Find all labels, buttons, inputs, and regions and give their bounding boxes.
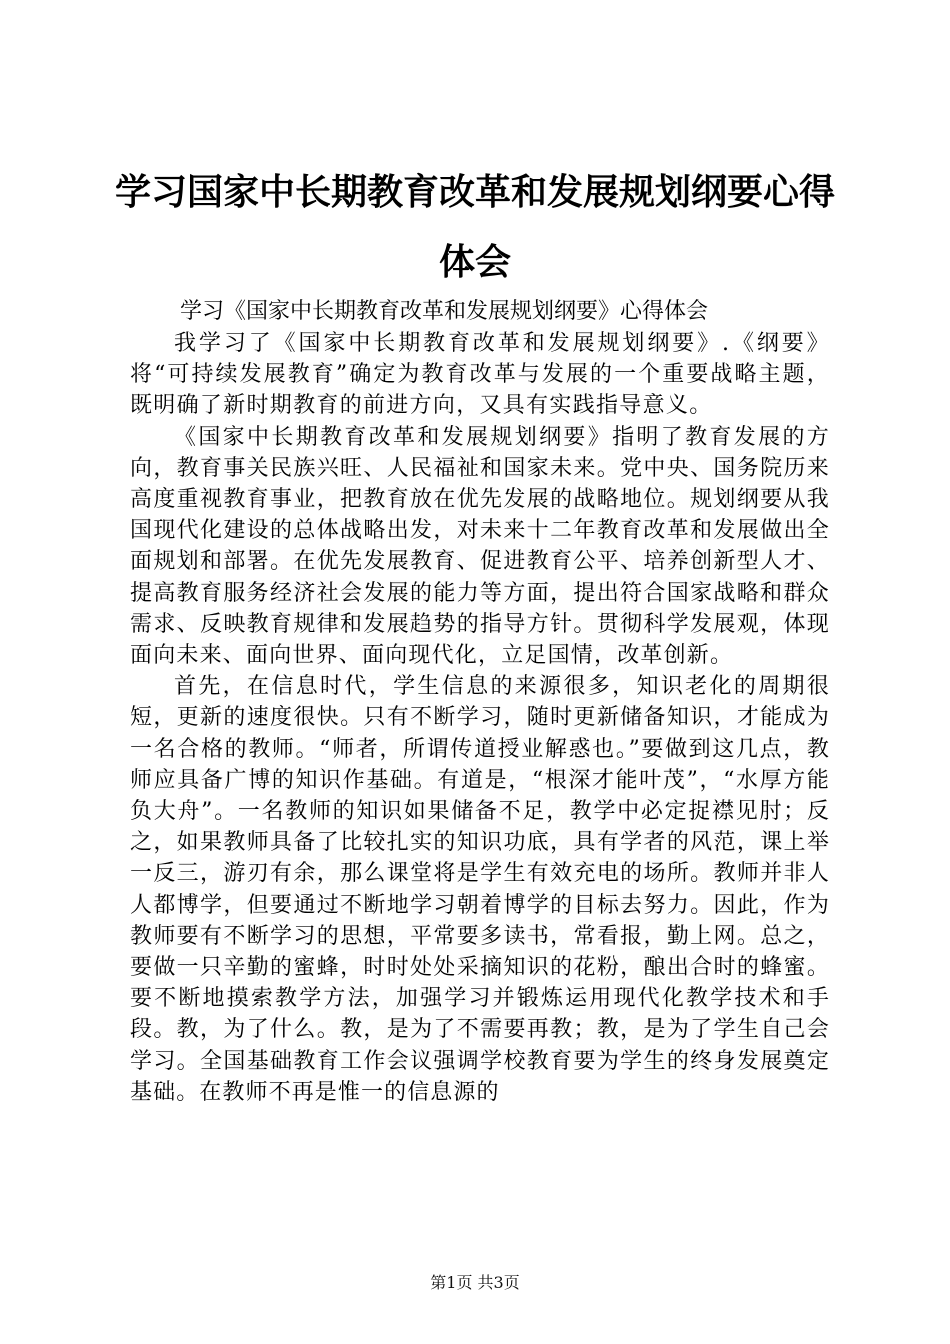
body-paragraph: 我学习了《国家中长期教育改革和发展规划纲要》.《纲要》将“可持续发展教育”确定为教育改革与发展的一个重要战略主题，既明确了新时期教育的前进方向，又具有实践指导意义。 [130,331,830,419]
page-footer: 第1页 共3页 [430,1273,520,1292]
body-paragraph: 首先，在信息时代，学生信息的来源很多，知识老化的周期很短，更新的速度很快。只有不断学习，随时更新储备知识，才能成为一名合格的教师。“师者，所谓传道授业解惑也。”要做到这几点，教师应具备广博的知识作基础。有道是，“根深才能叶茂”，“水厚方能负大舟”。一名教师的知识如果储备不足，教学中必定捉襟见肘；反之，如果教师具备了比较扎实的知识功底，具有学者的风范，课上举一反三，游刃有余，那么课堂将是学生有效充电的场所。教师并非人人都博学，但要通过不断地学习朝着博学的目标去努力。因此，作为教师要有不断学习的思想，平常要多读书，常看报，勤上网。总之，要做一只辛勤的蜜蜂，时时处处采摘知识的花粉，酿出合时的蜂蜜。要不断地摸索教学方法，加强学习并锻炼运用现代化教学技术和手段。教，为了什么。教，是为了不需要再教；教，是为了学生自己会学习。全国基础教育工作会议强调学校教育要为学生的终身发展奠定基础。在教师不再是惟一的信息源的 [130,674,830,1105]
body-paragraph: 《国家中长期教育改革和发展规划纲要》指明了教育发展的方向，教育事关民族兴旺、人民福祉和国家未来。党中央、国务院历来高度重视教育事业，把教育放在优先发展的战略地位。规划纲要从我国现代化建设的总体战略出发，对未来十二年教育改革和发展做出全面规划和部署。在优先发展教育、促进教育公平、培养创新型人才、提高教育服务经济社会发展的能力等方面，提出符合国家战略和群众需求、反映教育规律和发展趋势的指导方针。贯彻科学发展观，体现面向未来、面向世界、面向现代化，立足国情，改革创新。 [130,424,830,669]
document-body [130,328,830,1108]
document-subtitle: 学习《国家中长期教育改革和发展规划纲要》心得体会 [180,299,709,324]
document-title: 学习国家中长期教育改革和发展规划纲要心得体会 [114,172,835,283]
